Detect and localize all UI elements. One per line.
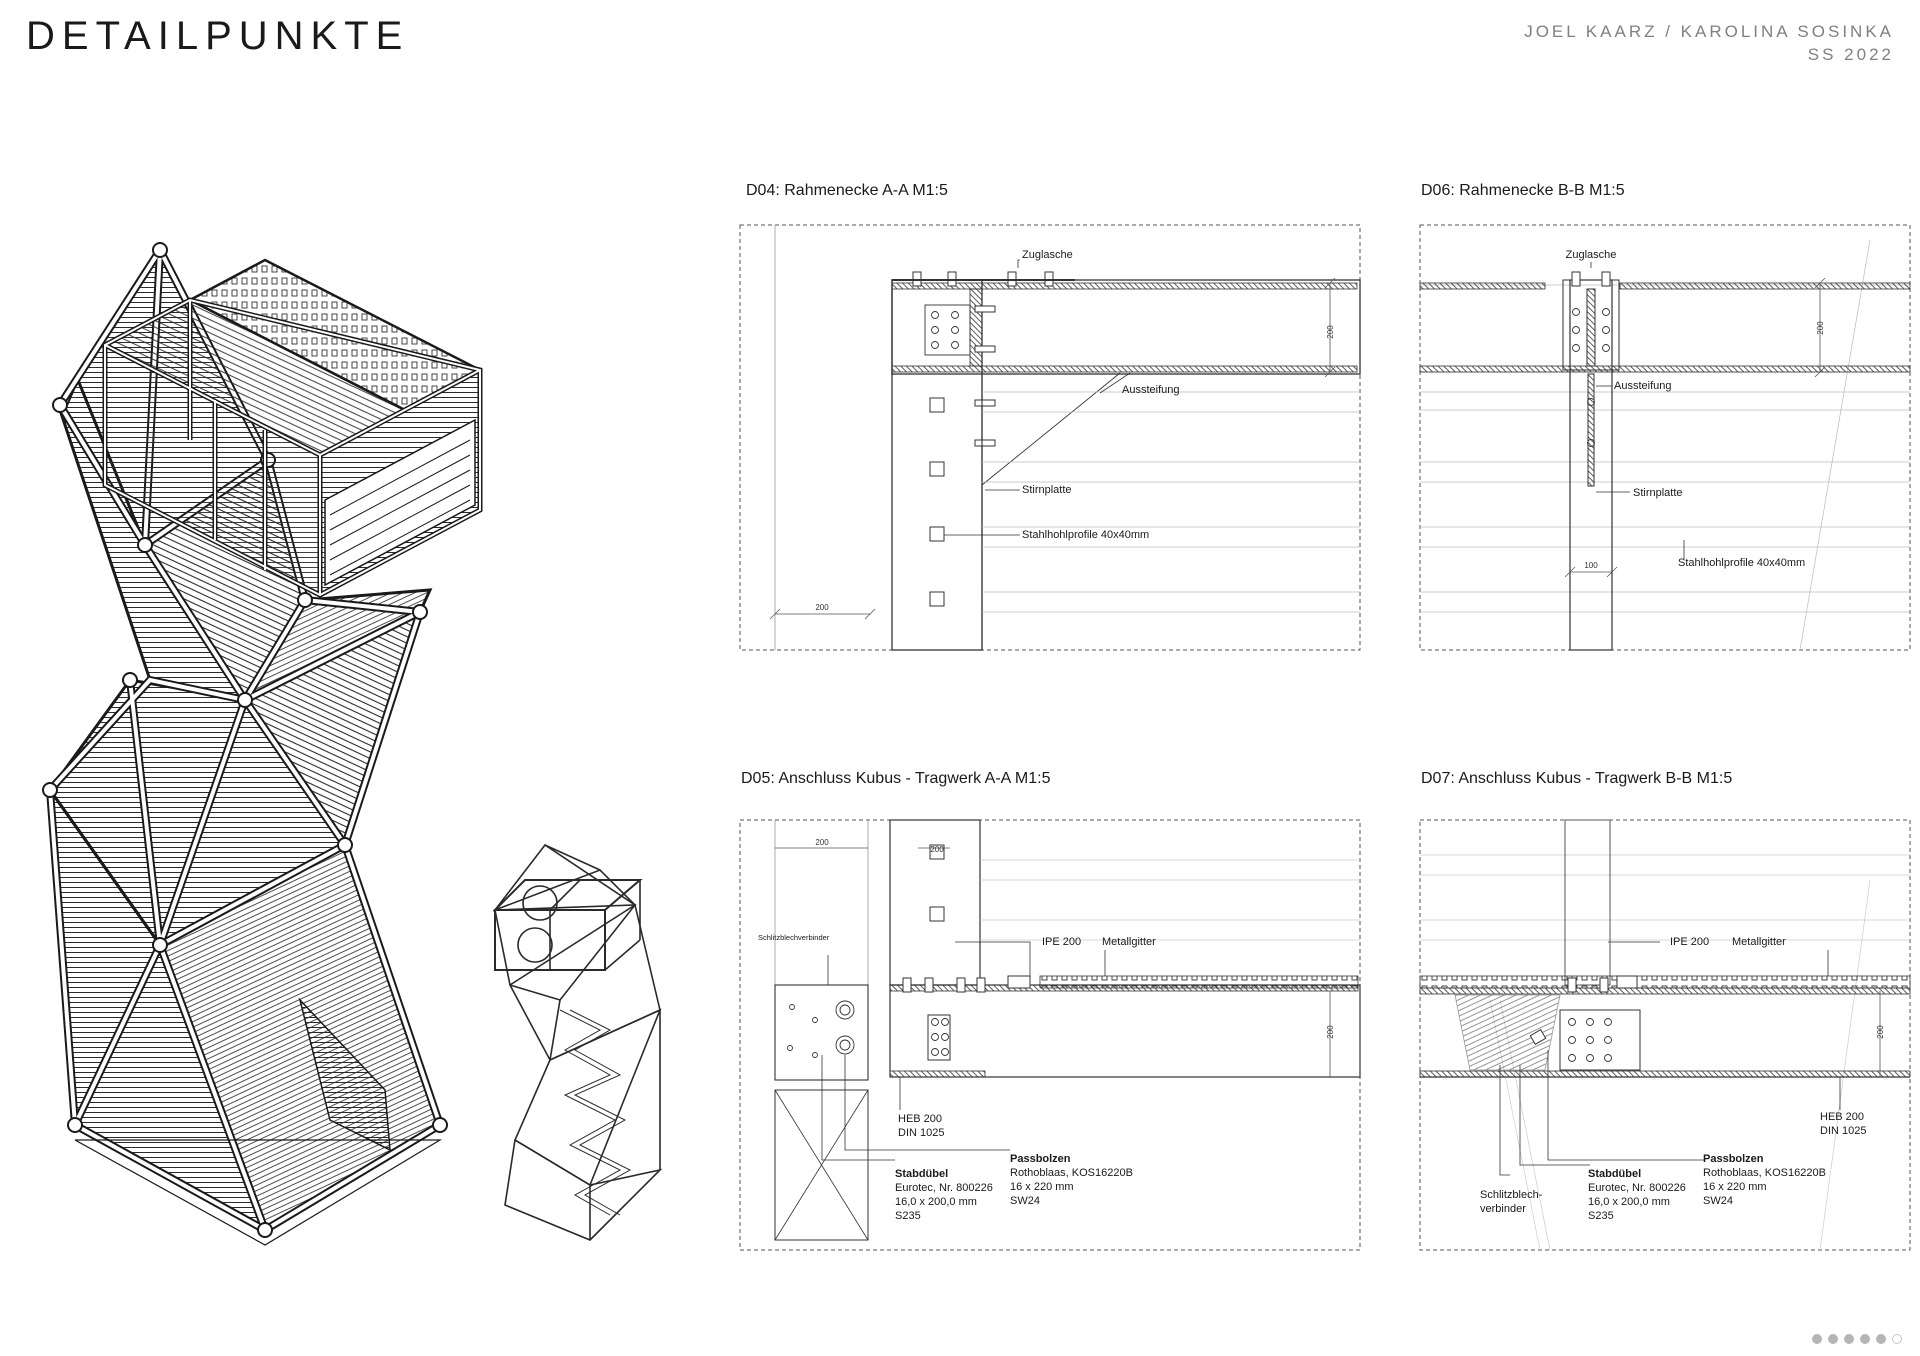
page-title: DETAILPUNKTE xyxy=(26,14,410,58)
label-d06-stirnplatte: Stirnplatte xyxy=(1633,487,1683,499)
dim-d06-height: 200 xyxy=(1816,321,1825,335)
label-d07-schlitz-1: Schlitzblech- xyxy=(1480,1189,1543,1201)
label-d04-zuglasche: Zuglasche xyxy=(1022,249,1073,261)
detail-d04-drawing xyxy=(740,225,1360,650)
dim-d05-width1: 200 xyxy=(815,838,829,847)
label-d07-passbolzen-l1: Rothoblaas, KOS16220B xyxy=(1703,1167,1826,1179)
dim-d05-height: 200 xyxy=(1326,1025,1335,1039)
label-d07-heb-1: HEB 200 xyxy=(1820,1111,1865,1123)
tower-axonometric-small xyxy=(495,845,660,1240)
label-d04-stahlhohlprofile: Stahlhohlprofile 40x40mm xyxy=(1022,529,1150,541)
label-d05-stabduebel-l2: 16,0 x 200,0 mm xyxy=(895,1196,977,1208)
label-d07-stabduebel-l3: S235 xyxy=(1588,1210,1614,1222)
label-d07-passbolzen-l3: SW24 xyxy=(1703,1195,1733,1207)
label-d07-stabduebel-l1: Eurotec, Nr. 800226 xyxy=(1588,1182,1686,1194)
authors-names: JOEL KAARZ / KAROLINA SOSINKA xyxy=(1524,22,1894,41)
label-d05-passbolzen-l1: Rothoblaas, KOS16220B xyxy=(1010,1167,1133,1179)
label-d04-aussteifung: Aussteifung xyxy=(1122,384,1180,396)
pagination-dot[interactable] xyxy=(1860,1334,1870,1344)
label-d05-heb-2: DIN 1025 xyxy=(898,1127,945,1139)
detail-d07-drawing xyxy=(1420,820,1910,1250)
detail-d06-title: D06: Rahmenecke B-B M1:5 xyxy=(1421,182,1625,199)
pagination-dot[interactable] xyxy=(1828,1334,1838,1344)
label-d05-ipe: IPE 200 xyxy=(1042,936,1082,948)
detail-d05-title: D05: Anschluss Kubus - Tragwerk A-A M1:5 xyxy=(741,770,1051,787)
semester-label: SS 2022 xyxy=(1807,45,1894,64)
detail-d05-drawing xyxy=(740,820,1360,1250)
dim-d05-width2: 200 xyxy=(930,845,944,854)
tower-axonometric-large xyxy=(43,243,480,1245)
label-d07-schlitz-2: verbinder xyxy=(1480,1203,1526,1215)
dim-d07-height: 200 xyxy=(1876,1025,1885,1039)
label-d05-stabduebel: Stabdübel xyxy=(895,1168,949,1180)
label-d05-stabduebel-l3: S235 xyxy=(895,1210,921,1222)
pagination-dots xyxy=(1812,1334,1902,1344)
label-d05-passbolzen-l2: 16 x 220 mm xyxy=(1010,1181,1074,1193)
dim-d06-width: 100 xyxy=(1584,561,1598,570)
label-d05-passbolzen: Passbolzen xyxy=(1010,1153,1071,1165)
label-d06-zuglasche: Zuglasche xyxy=(1565,249,1617,261)
label-d05-passbolzen-l3: SW24 xyxy=(1010,1195,1040,1207)
label-d05-schlitzblechverbinder: Schlitzblechverbinder xyxy=(758,933,830,942)
detail-d04-title: D04: Rahmenecke A-A M1:5 xyxy=(746,182,948,199)
label-d07-passbolzen-l2: 16 x 220 mm xyxy=(1703,1181,1767,1193)
detail-d06-drawing xyxy=(1420,225,1910,650)
dim-d04-width: 200 xyxy=(815,603,829,612)
label-d07-stabduebel: Stabdübel xyxy=(1588,1168,1642,1180)
pagination-dot[interactable] xyxy=(1876,1334,1886,1344)
pagination-dot-active[interactable] xyxy=(1892,1334,1902,1344)
label-d07-passbolzen: Passbolzen xyxy=(1703,1153,1764,1165)
label-d07-metallgitter: Metallgitter xyxy=(1732,936,1786,948)
label-d05-metallgitter: Metallgitter xyxy=(1102,936,1156,948)
label-d07-heb-2: DIN 1025 xyxy=(1820,1125,1867,1137)
pagination-dot[interactable] xyxy=(1812,1334,1822,1344)
label-d04-stirnplatte: Stirnplatte xyxy=(1022,484,1072,496)
pagination-dot[interactable] xyxy=(1844,1334,1854,1344)
label-d07-ipe: IPE 200 xyxy=(1670,936,1710,948)
dim-d04-height: 200 xyxy=(1326,325,1335,339)
label-d05-heb-1: HEB 200 xyxy=(898,1113,943,1125)
label-d07-stabduebel-l2: 16,0 x 200,0 mm xyxy=(1588,1196,1670,1208)
detail-d07-title: D07: Anschluss Kubus - Tragwerk B-B M1:5 xyxy=(1421,770,1733,787)
label-d05-stabduebel-l1: Eurotec, Nr. 800226 xyxy=(895,1182,993,1194)
label-d06-aussteifung: Aussteifung xyxy=(1614,380,1672,392)
label-d06-stahlhohlprofile: Stahlhohlprofile 40x40mm xyxy=(1678,557,1806,569)
